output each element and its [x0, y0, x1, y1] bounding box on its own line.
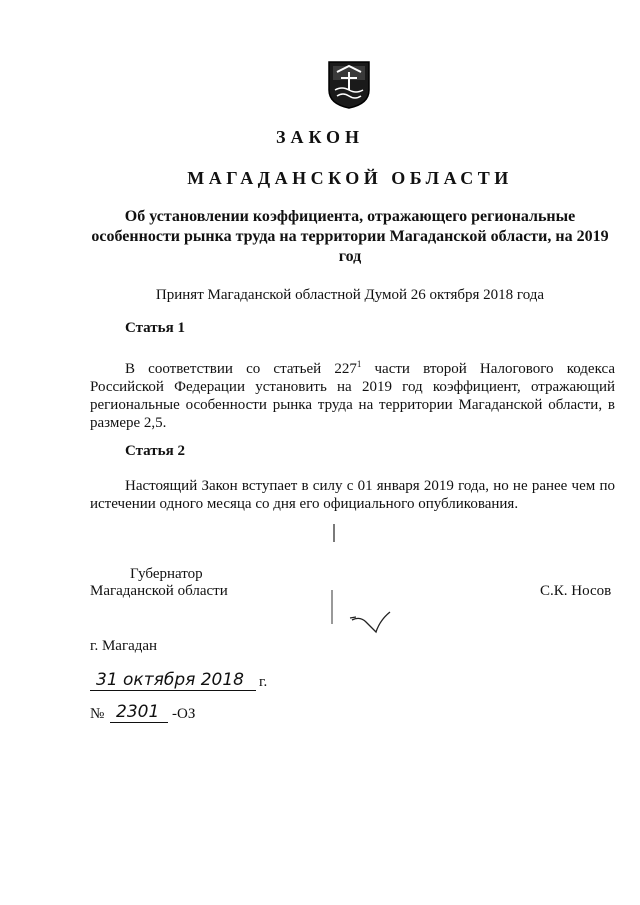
- city: г. Магадан: [90, 638, 158, 654]
- article-1-superscript: 1: [356, 359, 362, 369]
- date-field: [90, 670, 256, 691]
- number-field: [110, 702, 168, 723]
- law-title: ЗАКОН: [275, 127, 365, 147]
- date-suffix: г.: [259, 674, 268, 690]
- number-prefix: №: [90, 706, 105, 722]
- governor-name: С.К. Носов: [540, 583, 612, 599]
- coat-of-arms-emblem: [327, 60, 371, 110]
- governor-region: Магаданской области: [90, 583, 228, 599]
- governor-title: Губернатор: [130, 566, 203, 582]
- signature-mark: [320, 520, 400, 640]
- article-2-text: Настоящий Закон вступает в силу с 01 января 2019 года, но не ранее чем по истечении одного месяца со дня его официального опубликования.: [90, 478, 615, 512]
- article-1-heading: Статья 1: [125, 320, 185, 336]
- adoption-note: Принят Магаданской областной Думой 26 октября 2018 года: [155, 287, 545, 303]
- article-2-heading: Статья 2: [125, 443, 185, 459]
- handwritten-number: 2301: [116, 702, 160, 722]
- article-1-text-start: В соответствии со статьей 227: [125, 361, 357, 377]
- article-1-text-rest: части второй Налогового кодекса Российской Федерации установить на 2019 год коэффициент, отражающий региональные особенности рынка труда на территории Магаданской области, в размере 2,5.: [90, 361, 615, 431]
- law-subject: Об установлении коэффициента, отражающего региональные особенности рынка труда на территории Магаданской области, на 2019 год: [91, 208, 609, 265]
- number-suffix: -ОЗ: [172, 706, 196, 722]
- handwritten-date: 31 октября 2018: [96, 670, 245, 690]
- region-title: МАГАДАНСКОЙ ОБЛАСТИ: [187, 168, 513, 188]
- article-1-text: [90, 355, 615, 432]
